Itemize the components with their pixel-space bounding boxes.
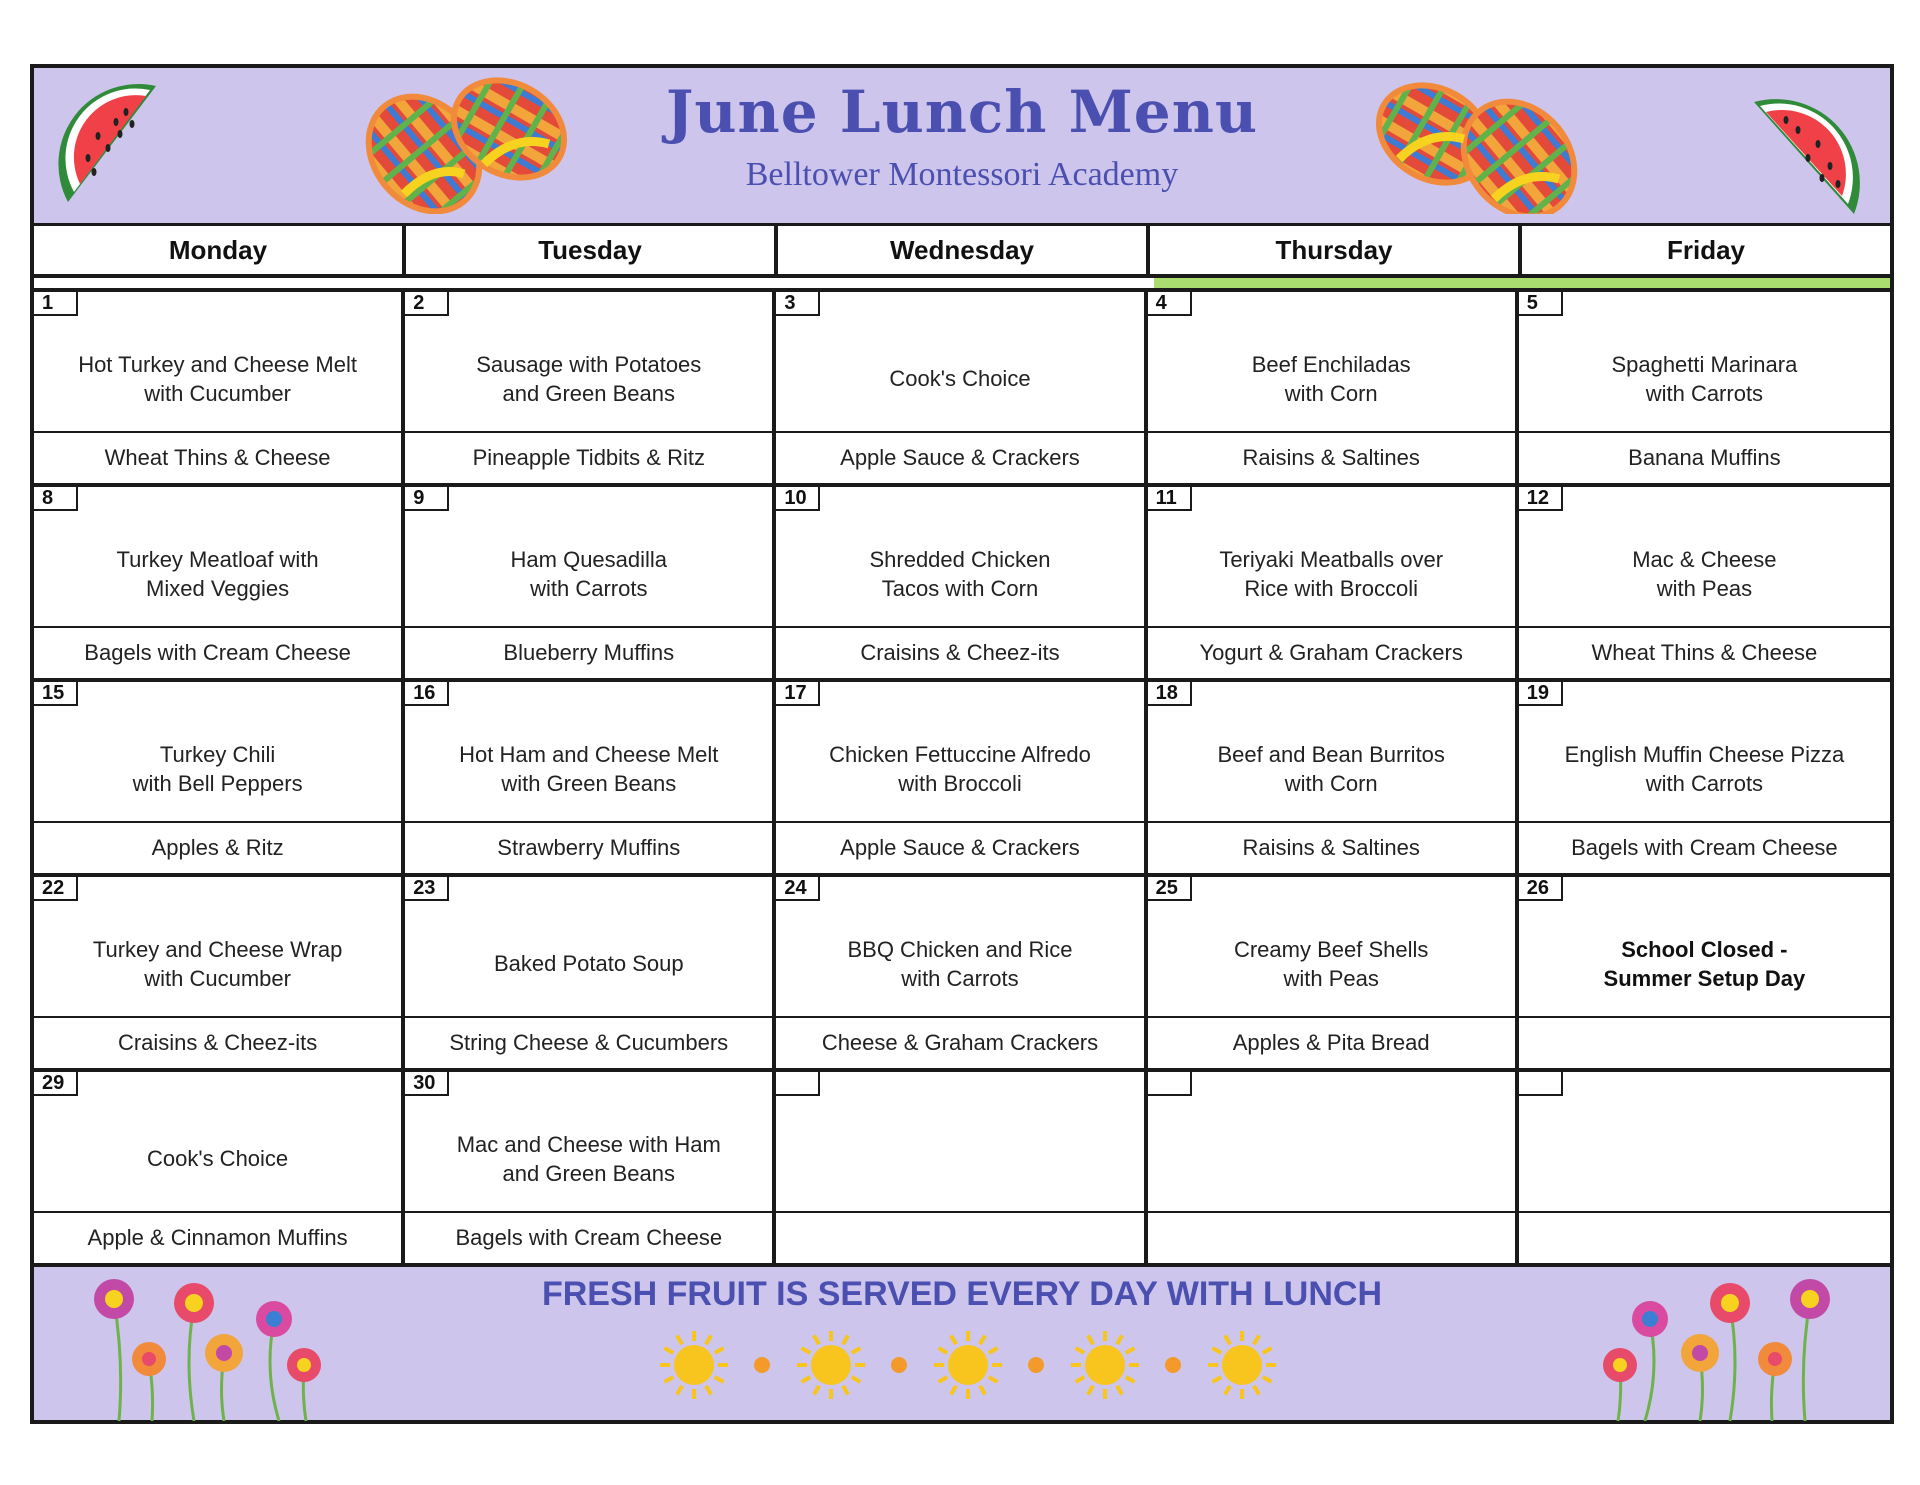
snack-item (1148, 1213, 1515, 1263)
lunch-item: Creamy Beef Shells with Peas (1233, 936, 1429, 991)
lunch-item: English Muffin Cheese Pizza with Carrots (1564, 741, 1845, 796)
week-row (34, 483, 1890, 678)
lunch-box (34, 678, 401, 823)
date-number (1519, 1072, 1563, 1096)
day-cell (34, 873, 405, 1068)
sun-icon (797, 1331, 865, 1399)
flower-icon (1590, 1271, 1850, 1421)
lunch-box (1148, 678, 1515, 823)
school-name: Belltower Montessori Academy (745, 156, 1179, 193)
lunch-box (34, 288, 401, 433)
lunch-item (786, 1106, 1133, 1211)
lunch-item: Turkey Meatloaf with Mixed Veggies (116, 546, 319, 601)
lunch-item: Sausage with Potatoes and Green Beans (476, 351, 702, 406)
snack-item: Wheat Thins & Cheese (1591, 640, 1818, 665)
lunch-box (405, 873, 772, 1018)
snack-item: Apple Sauce & Crackers (840, 445, 1080, 470)
lunch-box (1519, 1068, 1890, 1213)
day-cell (776, 483, 1147, 678)
lunch-item: Turkey Chili with Bell Peppers (132, 741, 303, 796)
day-cell (1519, 288, 1890, 483)
lunch-box (34, 1068, 401, 1213)
day-cell (1148, 678, 1519, 873)
day-cell (405, 288, 776, 483)
lunch-item: Beef Enchiladas with Corn (1251, 351, 1411, 406)
date-number: 24 (776, 877, 820, 901)
day-header-wednesday: Wednesday (778, 226, 1150, 278)
day-cell (1148, 1068, 1519, 1263)
day-cell (34, 1068, 405, 1263)
lunch-box (405, 288, 772, 433)
lunch-box (776, 678, 1143, 823)
date-number: 9 (405, 487, 449, 511)
menu-frame (30, 64, 1894, 1424)
date-number: 30 (405, 1072, 449, 1096)
snack-item: Raisins & Saltines (1242, 835, 1420, 860)
lunch-item: Shredded Chicken Tacos with Corn (869, 546, 1051, 601)
lunch-box (34, 873, 401, 1018)
lunch-box (405, 483, 772, 628)
lunch-item: Baked Potato Soup (493, 951, 684, 976)
day-cell (1148, 288, 1519, 483)
date-number: 11 (1148, 487, 1192, 511)
week-row (34, 288, 1890, 483)
lunch-box (776, 1068, 1143, 1213)
date-number: 1 (34, 292, 78, 316)
date-number: 8 (34, 487, 78, 511)
day-cell (405, 483, 776, 678)
snack-item: Yogurt & Graham Crackers (1199, 640, 1463, 665)
fresh-fruit-banner: FRESH FRUIT IS SERVED EVERY DAY WITH LUNCH (541, 1275, 1383, 1313)
date-number: 2 (405, 292, 449, 316)
menu-footer (34, 1263, 1890, 1420)
sun-icon (1071, 1331, 1139, 1399)
snack-item: Craisins & Cheez-its (860, 640, 1060, 665)
sun-icon (934, 1331, 1002, 1399)
lunch-box (1519, 288, 1890, 433)
date-number: 4 (1148, 292, 1192, 316)
date-number: 18 (1148, 682, 1192, 706)
day-cell (405, 873, 776, 1068)
day-cell (1519, 1068, 1890, 1263)
date-number: 17 (776, 682, 820, 706)
watermelon-icon (1734, 74, 1884, 224)
lunch-box (1148, 1068, 1515, 1213)
lunch-item: Hot Ham and Cheese Melt with Green Beans (459, 741, 719, 796)
lunch-item: School Closed - Summer Setup Day (1603, 936, 1806, 991)
lunch-item: Mac & Cheese with Peas (1632, 546, 1777, 601)
flip-flops-icon (1354, 74, 1604, 214)
date-number: 23 (405, 877, 449, 901)
lunch-item: BBQ Chicken and Rice with Carrots (847, 936, 1073, 991)
day-cell (776, 678, 1147, 873)
week-row (34, 678, 1890, 873)
day-cell (1519, 483, 1890, 678)
day-cell (1148, 483, 1519, 678)
dot-icon (754, 1357, 770, 1373)
lunch-box (1519, 873, 1890, 1018)
snack-item (1519, 1018, 1890, 1068)
snack-item: Cheese & Graham Crackers (821, 1030, 1099, 1055)
date-number: 29 (34, 1072, 78, 1096)
divider-bar (34, 278, 1890, 288)
snack-item (776, 1213, 1143, 1263)
snack-item: Strawberry Muffins (497, 835, 681, 860)
day-header-monday: Monday (34, 226, 406, 278)
lunch-box (776, 483, 1143, 628)
snack-item: Blueberry Muffins (503, 640, 675, 665)
date-number: 26 (1519, 877, 1563, 901)
date-number (776, 1072, 820, 1096)
sun-icon (660, 1331, 728, 1399)
lunch-box (405, 678, 772, 823)
lunch-box (1519, 678, 1890, 823)
day-cell (1519, 678, 1890, 873)
lunch-box (1148, 483, 1515, 628)
lunch-box (1148, 873, 1515, 1018)
snack-item (1519, 1213, 1890, 1263)
lunch-item: Turkey and Cheese Wrap with Cucumber (92, 936, 343, 991)
snack-item: Wheat Thins & Cheese (104, 445, 331, 470)
sun-icon (634, 1325, 1334, 1405)
dot-icon (1165, 1357, 1181, 1373)
snack-item: Pineapple Tidbits & Ritz (472, 445, 705, 470)
menu-header (34, 68, 1890, 226)
date-number: 10 (776, 487, 820, 511)
date-number: 5 (1519, 292, 1563, 316)
lunch-item: Ham Quesadilla with Carrots (510, 546, 668, 601)
date-number: 16 (405, 682, 449, 706)
day-header-tuesday: Tuesday (406, 226, 778, 278)
lunch-box (1519, 483, 1890, 628)
snack-item: Bagels with Cream Cheese (84, 640, 351, 665)
date-number: 12 (1519, 487, 1563, 511)
dot-icon (1028, 1357, 1044, 1373)
week-row (34, 1068, 1890, 1263)
snack-item: Apples & Ritz (151, 835, 284, 860)
day-cell (405, 1068, 776, 1263)
snack-item: Craisins & Cheez-its (117, 1030, 318, 1055)
day-cell (34, 678, 405, 873)
dot-icon (891, 1357, 907, 1373)
lunch-item: Spaghetti Marinara with Carrots (1611, 351, 1798, 406)
snack-item: Banana Muffins (1628, 445, 1781, 470)
lunch-item: Cook's Choice (889, 366, 1031, 391)
day-cell (1519, 873, 1890, 1068)
lunch-box (1148, 288, 1515, 433)
day-cell (1148, 873, 1519, 1068)
lunch-item (1158, 1106, 1505, 1211)
day-cell (776, 288, 1147, 483)
date-number: 15 (34, 682, 78, 706)
date-number: 3 (776, 292, 820, 316)
day-cell (776, 873, 1147, 1068)
lunch-item: Hot Turkey and Cheese Melt with Cucumber (78, 351, 357, 406)
lunch-item: Chicken Fettuccine Alfredo with Broccoli (829, 741, 1091, 796)
day-cell (34, 483, 405, 678)
lunch-item: Cook's Choice (147, 1146, 289, 1171)
lunch-item: Teriyaki Meatballs over Rice with Broccoli (1219, 546, 1444, 601)
date-number: 19 (1519, 682, 1563, 706)
weekday-header-row (34, 226, 1890, 278)
snack-item: Apple Sauce & Crackers (840, 835, 1080, 860)
snack-item: Apple & Cinnamon Muffins (87, 1225, 348, 1250)
lunch-box (405, 1068, 772, 1213)
day-cell (34, 288, 405, 483)
snack-item: Bagels with Cream Cheese (455, 1225, 723, 1250)
day-header-friday: Friday (1522, 226, 1890, 278)
menu-calendar-grid (34, 288, 1890, 1263)
date-number: 22 (34, 877, 78, 901)
lunch-item (1529, 1106, 1880, 1211)
day-cell (405, 678, 776, 873)
date-number (1148, 1072, 1192, 1096)
lunch-box (34, 483, 401, 628)
lunch-item: Beef and Bean Burritos with Corn (1217, 741, 1445, 796)
date-number: 25 (1148, 877, 1192, 901)
week-row (34, 873, 1890, 1068)
day-cell (776, 1068, 1147, 1263)
page-title: June Lunch Menu (665, 78, 1259, 146)
snack-item: String Cheese & Cucumbers (449, 1030, 729, 1055)
lunch-item: Mac and Cheese with Ham and Green Beans (456, 1131, 721, 1186)
sun-icon (1208, 1331, 1276, 1399)
snack-item: Bagels with Cream Cheese (1571, 835, 1838, 860)
lunch-box (776, 288, 1143, 433)
lunch-box (776, 873, 1143, 1018)
snack-item: Apples & Pita Bread (1232, 1030, 1430, 1055)
day-header-thursday: Thursday (1150, 226, 1522, 278)
snack-item: Raisins & Saltines (1242, 445, 1420, 470)
